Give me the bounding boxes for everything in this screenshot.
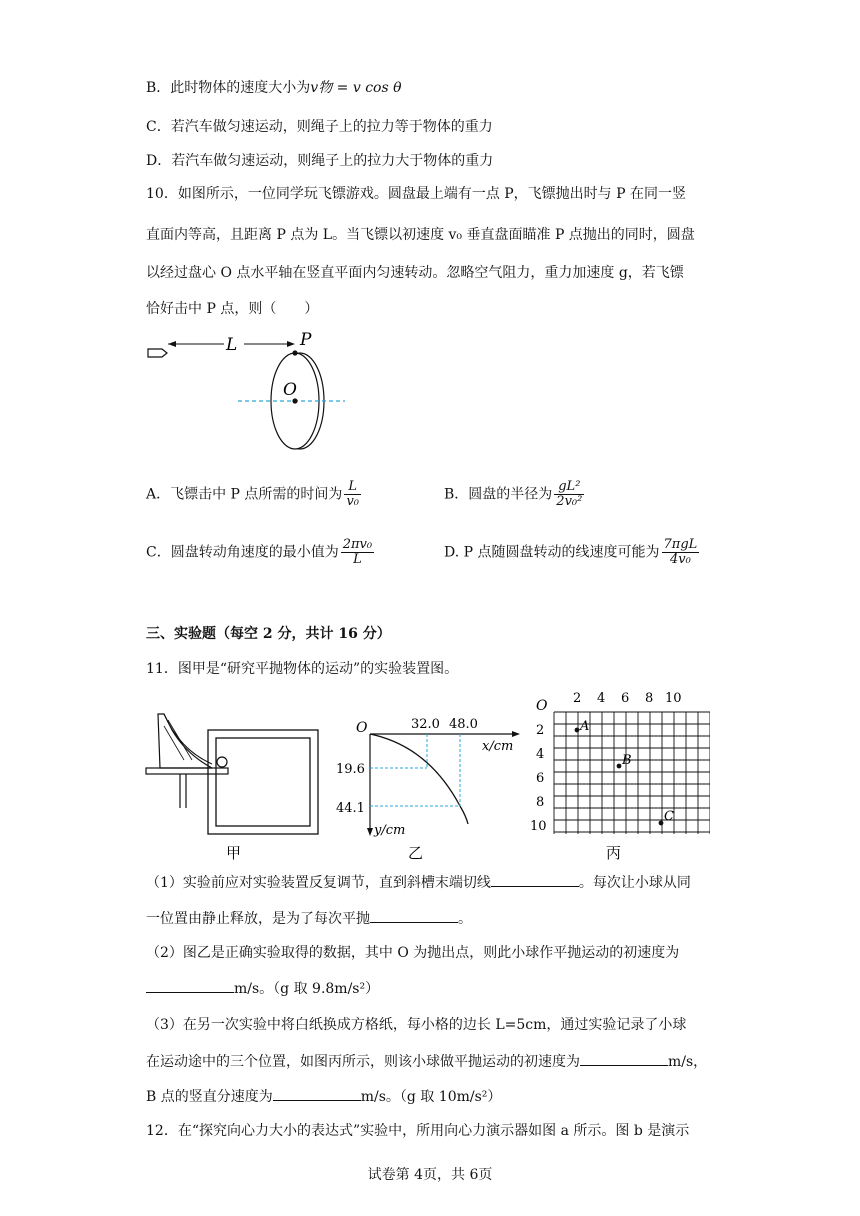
- answer-blank[interactable]: [273, 1086, 361, 1101]
- answer-blank[interactable]: [580, 1051, 668, 1066]
- dart-icon: [148, 349, 167, 357]
- bing-top-tick: 10: [665, 691, 682, 706]
- q11-part3-line2: 在运动途中的三个位置，如图丙所示，则该小球做平抛运动的初速度为 m/s，: [146, 1051, 707, 1072]
- q11-figure-jia: [140, 706, 330, 864]
- yi-y1: 19.6: [336, 762, 365, 777]
- q10-stem-line2: 直面内等高，且距离 P 点为 L。当飞镖以初速度 v₀ 垂直盘面瞄准 P 点抛出的同时，圆盘: [146, 227, 695, 243]
- q11-part1-line2: 一位置由静止释放，是为了每次平抛 。: [146, 908, 472, 929]
- bing-left-tick: 4: [536, 747, 545, 762]
- answer-blank[interactable]: [370, 908, 458, 923]
- page-footer: 试卷第 4页，共 6页: [367, 1167, 493, 1183]
- label-O: O: [283, 380, 297, 400]
- bing-top-tick: 8: [645, 691, 654, 706]
- label-B: B: [622, 753, 632, 768]
- q10-option-d: D. P 点随圆盘转动的线速度可能为 $\frac{\text{7πgL}}{\text{4v₀}}$: [444, 537, 698, 567]
- label-L: L: [226, 335, 238, 355]
- q10-option-c: C．圆盘转动角速度的最小值为 $\frac{\text{2πv₀}}{L}$: [146, 537, 373, 567]
- yi-y2: 44.1: [336, 801, 365, 816]
- q12-stem: 12．在“探究向心力大小的表达式”实验中，所用向心力演示器如图 a 所示。图 b 是演示: [146, 1123, 690, 1139]
- q11-part2-line2: m/s。（g 取 9.8m/s²）: [146, 978, 379, 999]
- q9-option-b-formula: v物 = v cos θ: [310, 80, 402, 96]
- trajectory-curve: [370, 734, 460, 806]
- bing-top-tick: 2: [573, 691, 582, 706]
- bing-origin: O: [536, 698, 548, 714]
- bing-left-ticks: [530, 723, 547, 834]
- q10-option-a-fraction: $\frac{L}{\text{v₀}}$: [346, 479, 359, 509]
- q9-option-c: C．若汽车做匀速运动，则绳子上的拉力等于物体的重力: [146, 119, 493, 135]
- q10-dart-disc-figure: [140, 325, 360, 455]
- bing-left-tick: 8: [536, 795, 545, 810]
- label-A: A: [580, 719, 590, 734]
- q9-option-b: B．此时物体的速度大小为v物 = v cos θ: [146, 80, 402, 96]
- q11-part2-line1: （2）图乙是正确实验取得的数据，其中 O 为抛出点，则此小球作平抛运动的初速度为: [146, 945, 680, 961]
- bing-top-tick: 6: [621, 691, 630, 706]
- bing-top-tick: 4: [597, 691, 606, 706]
- section-heading: 三、实验题（每空 2 分，共计 16 分）: [146, 626, 391, 642]
- figure-bing-caption: 丙: [606, 844, 622, 862]
- figure-yi-caption: 乙: [408, 844, 424, 862]
- label-P: P: [300, 330, 312, 350]
- yi-x2: 48.0: [449, 717, 478, 732]
- q10-option-a: A．飞镖击中 P 点所需的时间为 $\frac{L}{\text{v₀}}$: [146, 479, 359, 509]
- point-B: [617, 764, 622, 769]
- bing-left-tick: 6: [536, 771, 545, 786]
- q10-stem-line4: 恰好击中 P 点，则（ ）: [146, 301, 319, 317]
- q11-part1-line1: （1）实验前应对实验装置反复调节，直到斜槽末端切线 。每次让小球从同: [146, 872, 691, 893]
- q11-stem: 11．图甲是“研究平抛物体的运动”的实验装置图。: [146, 661, 459, 677]
- q9-option-d: D．若汽车做匀速运动，则绳子上的拉力大于物体的重力: [146, 153, 494, 169]
- q10-option-c-fraction: $\frac{\text{2πv₀}}{L}$: [342, 537, 373, 567]
- yi-x1: 32.0: [411, 717, 440, 732]
- q10-stem-line1: 10．如图所示，一位同学玩飞镖游戏。圆盘最上端有一点 P，飞镖抛出时与 P 在同一竖: [146, 186, 687, 202]
- q10-option-b-fraction: $\frac{\text{gL²}}{\text{2v₀²}}$: [556, 479, 583, 509]
- bing-left-tick: 2: [536, 723, 545, 738]
- q10-stem-line3: 以经过盘心 O 点水平轴在竖直平面内匀速转动。忽略空气阻力，重力加速度 g，若飞镖: [146, 265, 684, 281]
- q11-part3-line3: B 点的竖直分速度为 m/s。（g 取 10m/s²）: [146, 1086, 501, 1107]
- q11-figure-bing: [520, 686, 710, 864]
- yi-origin: O: [356, 720, 368, 736]
- point-A: [575, 728, 580, 733]
- q11-part3-line1: （3）在另一次实验中将白纸换成方格纸，每小格的边长 L=5cm，通过实验记录了小球: [146, 1017, 687, 1033]
- point-C: [659, 821, 664, 826]
- yi-y-axis-label: y/cm: [374, 823, 406, 838]
- answer-blank[interactable]: [491, 872, 579, 887]
- q10-option-d-fraction: $\frac{\text{7πgL}}{\text{4v₀}}$: [663, 537, 698, 567]
- figure-jia-caption: 甲: [226, 844, 242, 862]
- q10-option-b: B．圆盘的半径为 $\frac{\text{gL²}}{\text{2v₀²}}$: [444, 479, 583, 509]
- label-C: C: [664, 809, 674, 824]
- q11-figure-yi: [330, 706, 530, 864]
- bing-top-ticks: [573, 691, 682, 706]
- yi-x-axis-label: x/cm: [482, 739, 514, 754]
- answer-blank[interactable]: [146, 978, 234, 993]
- bing-left-tick: 10: [530, 819, 547, 834]
